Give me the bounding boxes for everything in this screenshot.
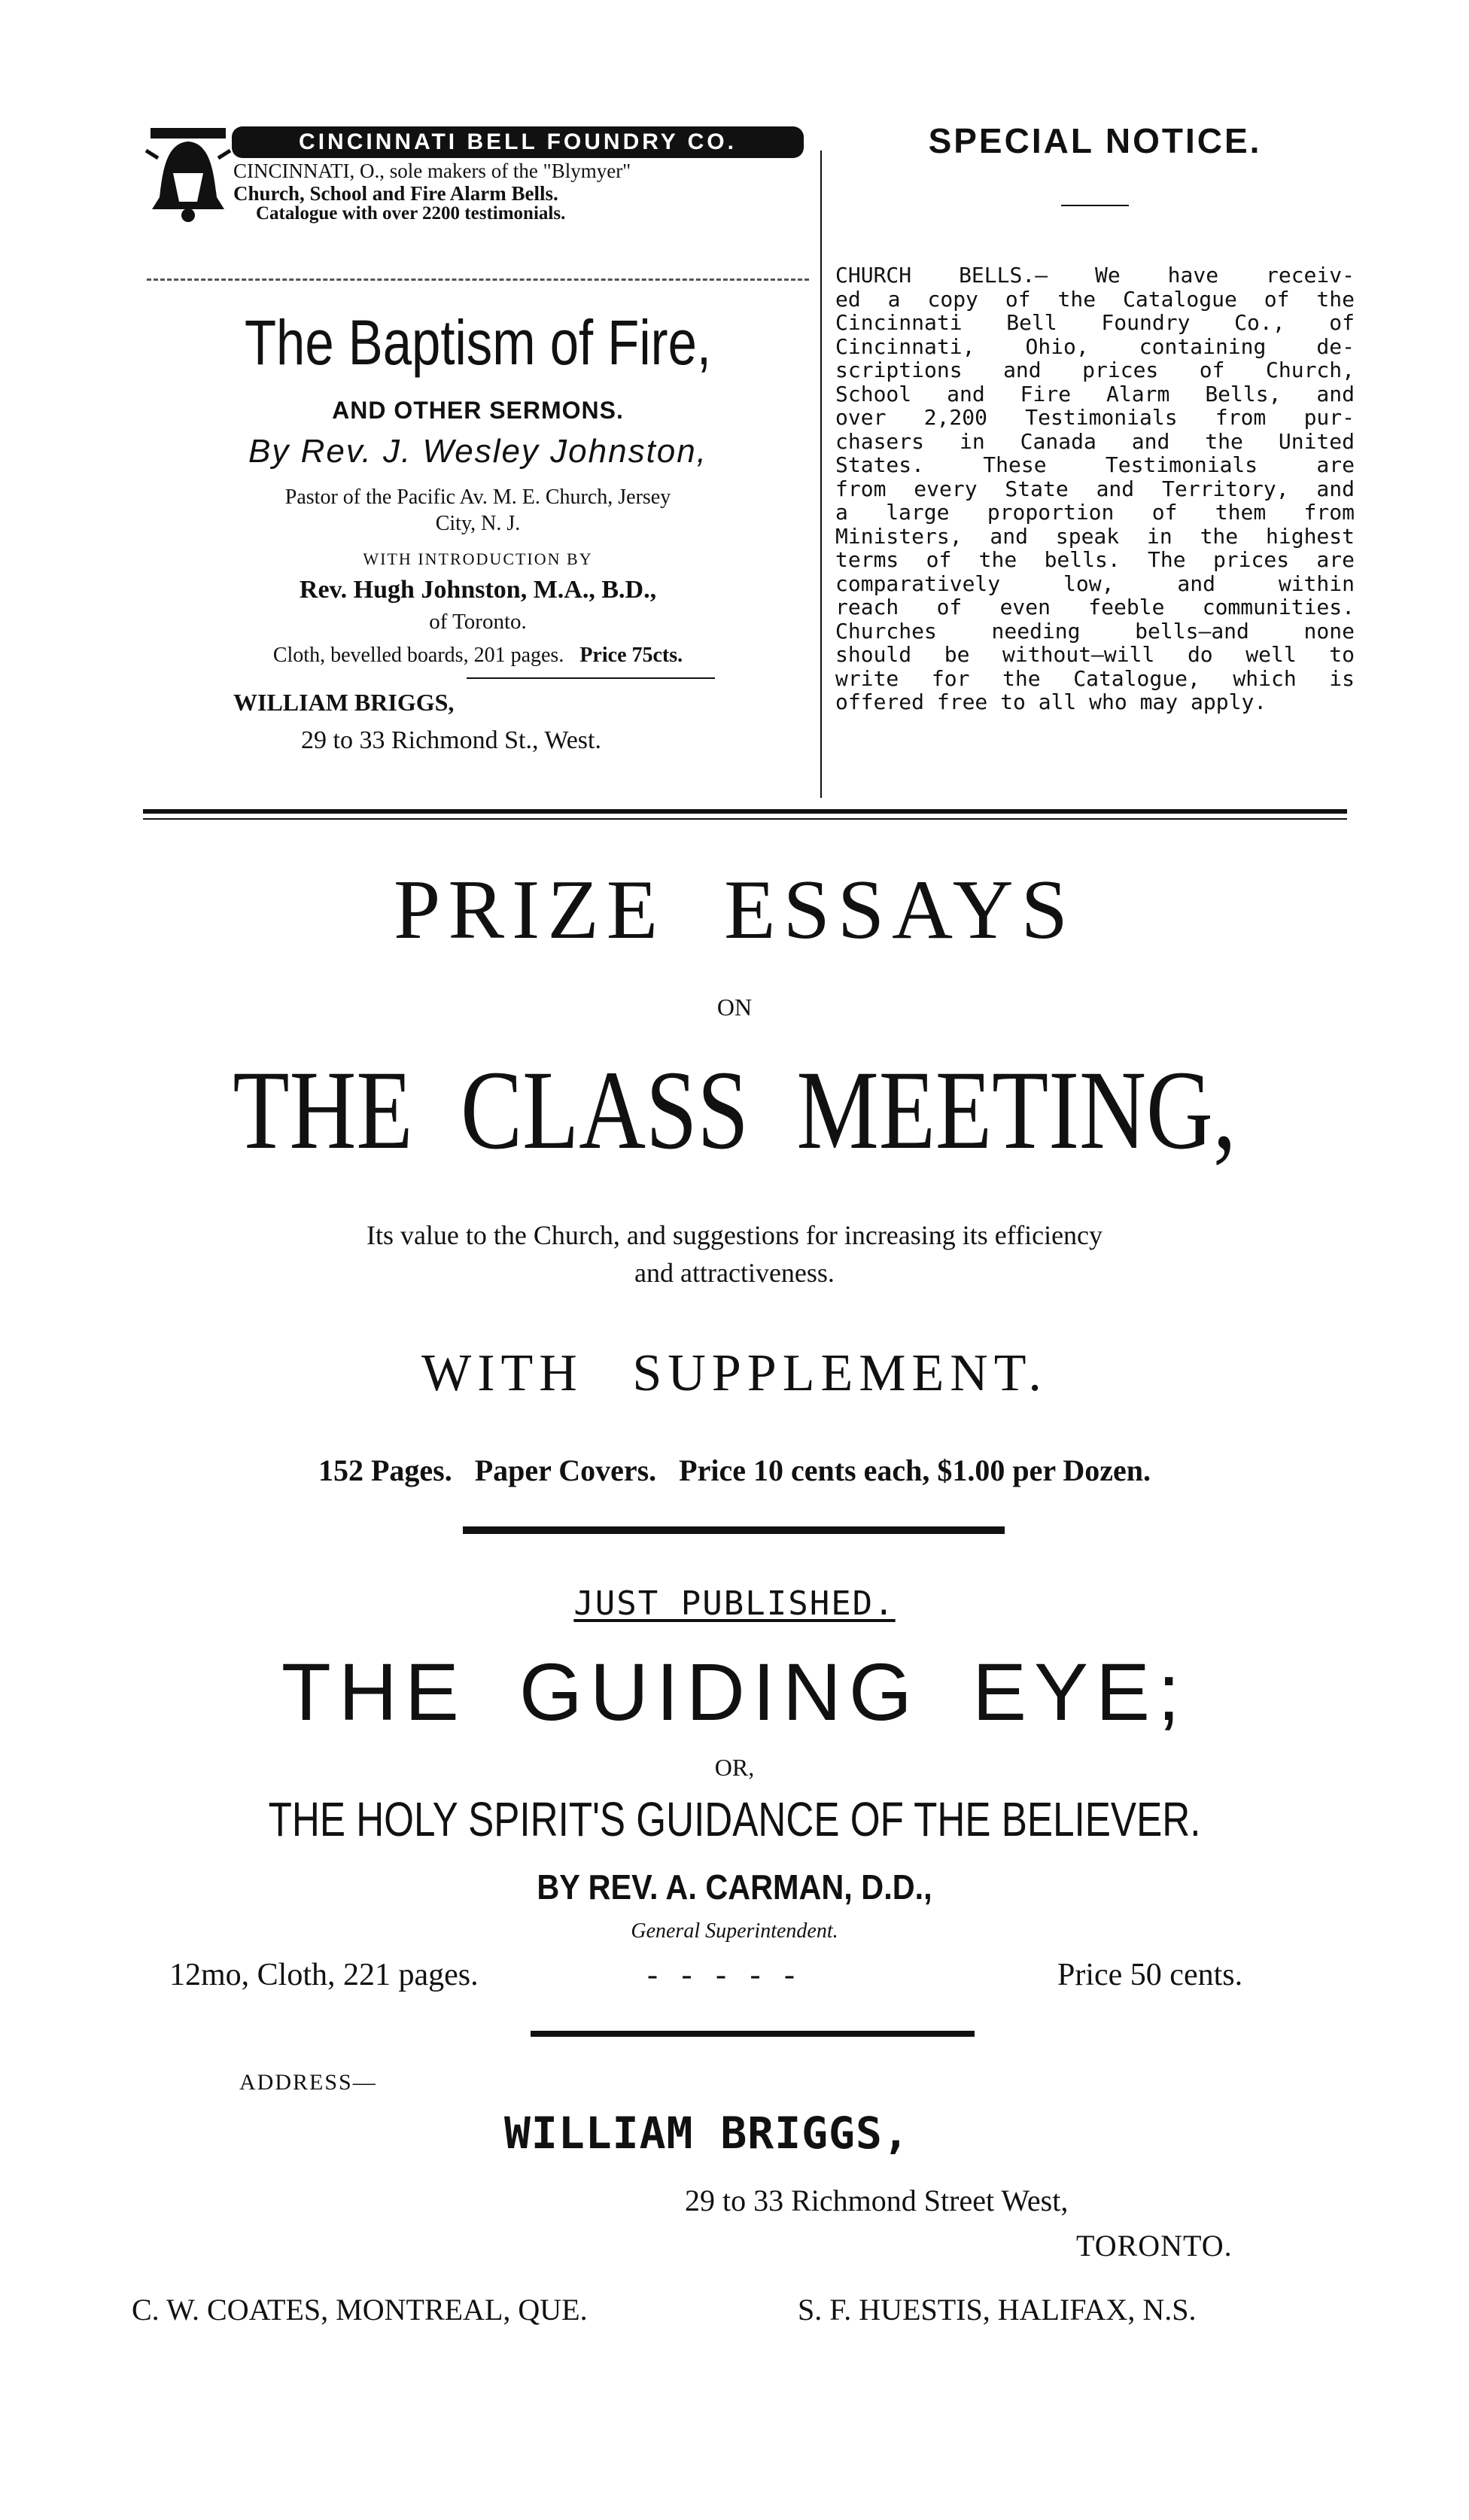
notice-line: School and Fire Alarm Bells, and <box>835 381 1355 406</box>
baptism-intro-by: WITH INTRODUCTION BY <box>363 549 593 568</box>
bell-ad-line1: CINCINNATI, O., sole makers of the "Blymyer" <box>233 160 631 182</box>
special-notice-heading: SPECIAL NOTICE. <box>928 121 1262 160</box>
address-label: ADDRESS— <box>239 2070 377 2095</box>
notice-line: CHURCH BELLS.— We have receiv- <box>835 263 1355 288</box>
guiding-eye-format: 12mo, Cloth, 221 pages. <box>169 1958 479 1992</box>
notice-line: write for the Catalogue, which is <box>835 665 1355 691</box>
notice-line: comparatively low, and within <box>835 571 1355 596</box>
notice-line: Cincinnati, Ohio, containing de- <box>835 333 1355 359</box>
baptism-address: 29 to 33 Richmond St., West. <box>301 726 601 754</box>
column-divider <box>820 151 822 798</box>
notice-line: scriptions and prices of Church, <box>835 358 1355 382</box>
bell-ad-banner: CINCINNATI BELL FOUNDRY CO. <box>232 126 804 158</box>
baptism-title: The Baptism of Fire, <box>244 307 712 378</box>
special-notice-body <box>835 263 1355 714</box>
address-name: WILLIAM BRIGGS, <box>504 2108 910 2159</box>
bell-ad-line3: Catalogue with over 2200 testimonials. <box>256 203 566 224</box>
baptism-subtitle: AND OTHER SERMONS. <box>332 397 624 424</box>
prize-essays-title: PRIZE ESSAYS <box>394 863 1075 957</box>
just-published-label: JUST PUBLISHED. <box>573 1584 896 1623</box>
prize-essays-on: ON <box>716 994 753 1021</box>
guiding-eye-title: THE GUIDING EYE; <box>281 1646 1188 1737</box>
special-notice-rule <box>1061 205 1129 206</box>
bell-foundry-ad <box>143 120 820 233</box>
top-double-rule <box>143 809 1347 814</box>
notice-line: ed a copy of the Catalogue of the <box>835 286 1355 312</box>
mid-rule <box>463 1526 1005 1534</box>
baptism-binding: Cloth, bevelled boards, 201 pages. <box>272 644 564 667</box>
left-dashed-divider <box>147 278 809 281</box>
notice-line: Churches needing bells—and none <box>835 618 1355 644</box>
baptism-pastor-line2: City, N. J. <box>435 512 521 535</box>
bell-ad-line2: Church, School and Fire Alarm Bells. <box>233 182 558 205</box>
notice-line: terms of the bells. The prices are <box>835 547 1355 572</box>
top-double-rule-thin <box>143 818 1347 820</box>
guiding-eye-price: Price 50 cents. <box>1057 1958 1243 1992</box>
notice-line: a large proportion of them from <box>835 500 1355 525</box>
baptism-price: Price 75cts. <box>579 644 683 667</box>
with-supplement: WITH SUPPLEMENT. <box>421 1344 1048 1402</box>
address-city: TORONTO. <box>1076 2229 1233 2263</box>
baptism-rule <box>467 677 715 679</box>
special-notice <box>835 120 1355 783</box>
baptism-binding-line <box>143 644 813 668</box>
lower-rule <box>531 2031 975 2037</box>
baptism-author: By Rev. J. Wesley Johnston, <box>248 433 707 470</box>
notice-line: should be without—will do well to <box>835 642 1355 667</box>
baptism-intro-place: of Toronto. <box>429 610 527 634</box>
prize-essays-details: 152 Pages. Paper Covers. Price 10 cents each, $1.00 per Dozen. <box>318 1453 1151 1487</box>
class-meeting-title: THE CLASS MEETING, <box>233 1048 1236 1173</box>
agent-montreal: C. W. COATES, MONTREAL, QUE. <box>132 2293 588 2327</box>
notice-line: States. These Testimonials are <box>835 452 1355 477</box>
notice-line: over 2,200 Testimonials from pur- <box>835 405 1355 430</box>
notice-line: reach of even feeble communities. <box>835 595 1355 619</box>
notice-line: from every State and Territory, and <box>835 476 1355 501</box>
notice-line: offered free to all who may apply. <box>835 689 1267 714</box>
baptism-publisher: WILLIAM BRIGGS, <box>233 689 455 716</box>
prize-essays-desc2: and attractiveness. <box>634 1258 835 1288</box>
notice-line: chasers in Canada and the United <box>835 428 1355 454</box>
baptism-ad <box>143 297 813 787</box>
baptism-pastor-line1: Pastor of the Pacific Av. M. E. Church, Jersey <box>284 485 671 509</box>
address-street: 29 to 33 Richmond Street West, <box>685 2184 1069 2217</box>
baptism-intro-name: Rev. Hugh Johnston, M.A., B.D., <box>299 576 657 604</box>
notice-line: Ministers, and speak in the highest <box>835 523 1355 549</box>
prize-essays-desc1: Its value to the Church, and suggestions for increasing its efficiency <box>366 1220 1103 1250</box>
guiding-eye-or: OR, <box>714 1754 755 1781</box>
agent-halifax: S. F. HUESTIS, HALIFAX, N.S. <box>798 2293 1197 2327</box>
just-published <box>0 1584 1469 1623</box>
guiding-eye-author-title: General Superintendent. <box>631 1919 838 1943</box>
guiding-eye-author: BY REV. A. CARMAN, D.D., <box>537 1867 932 1907</box>
notice-line: Cincinnati Bell Foundry Co., of <box>835 310 1355 335</box>
bell-icon <box>143 128 233 226</box>
guiding-eye-subtitle: THE HOLY SPIRIT'S GUIDANCE OF THE BELIEVER. <box>268 1792 1201 1846</box>
guiding-eye-leaders: - - - - - <box>647 1958 795 1992</box>
